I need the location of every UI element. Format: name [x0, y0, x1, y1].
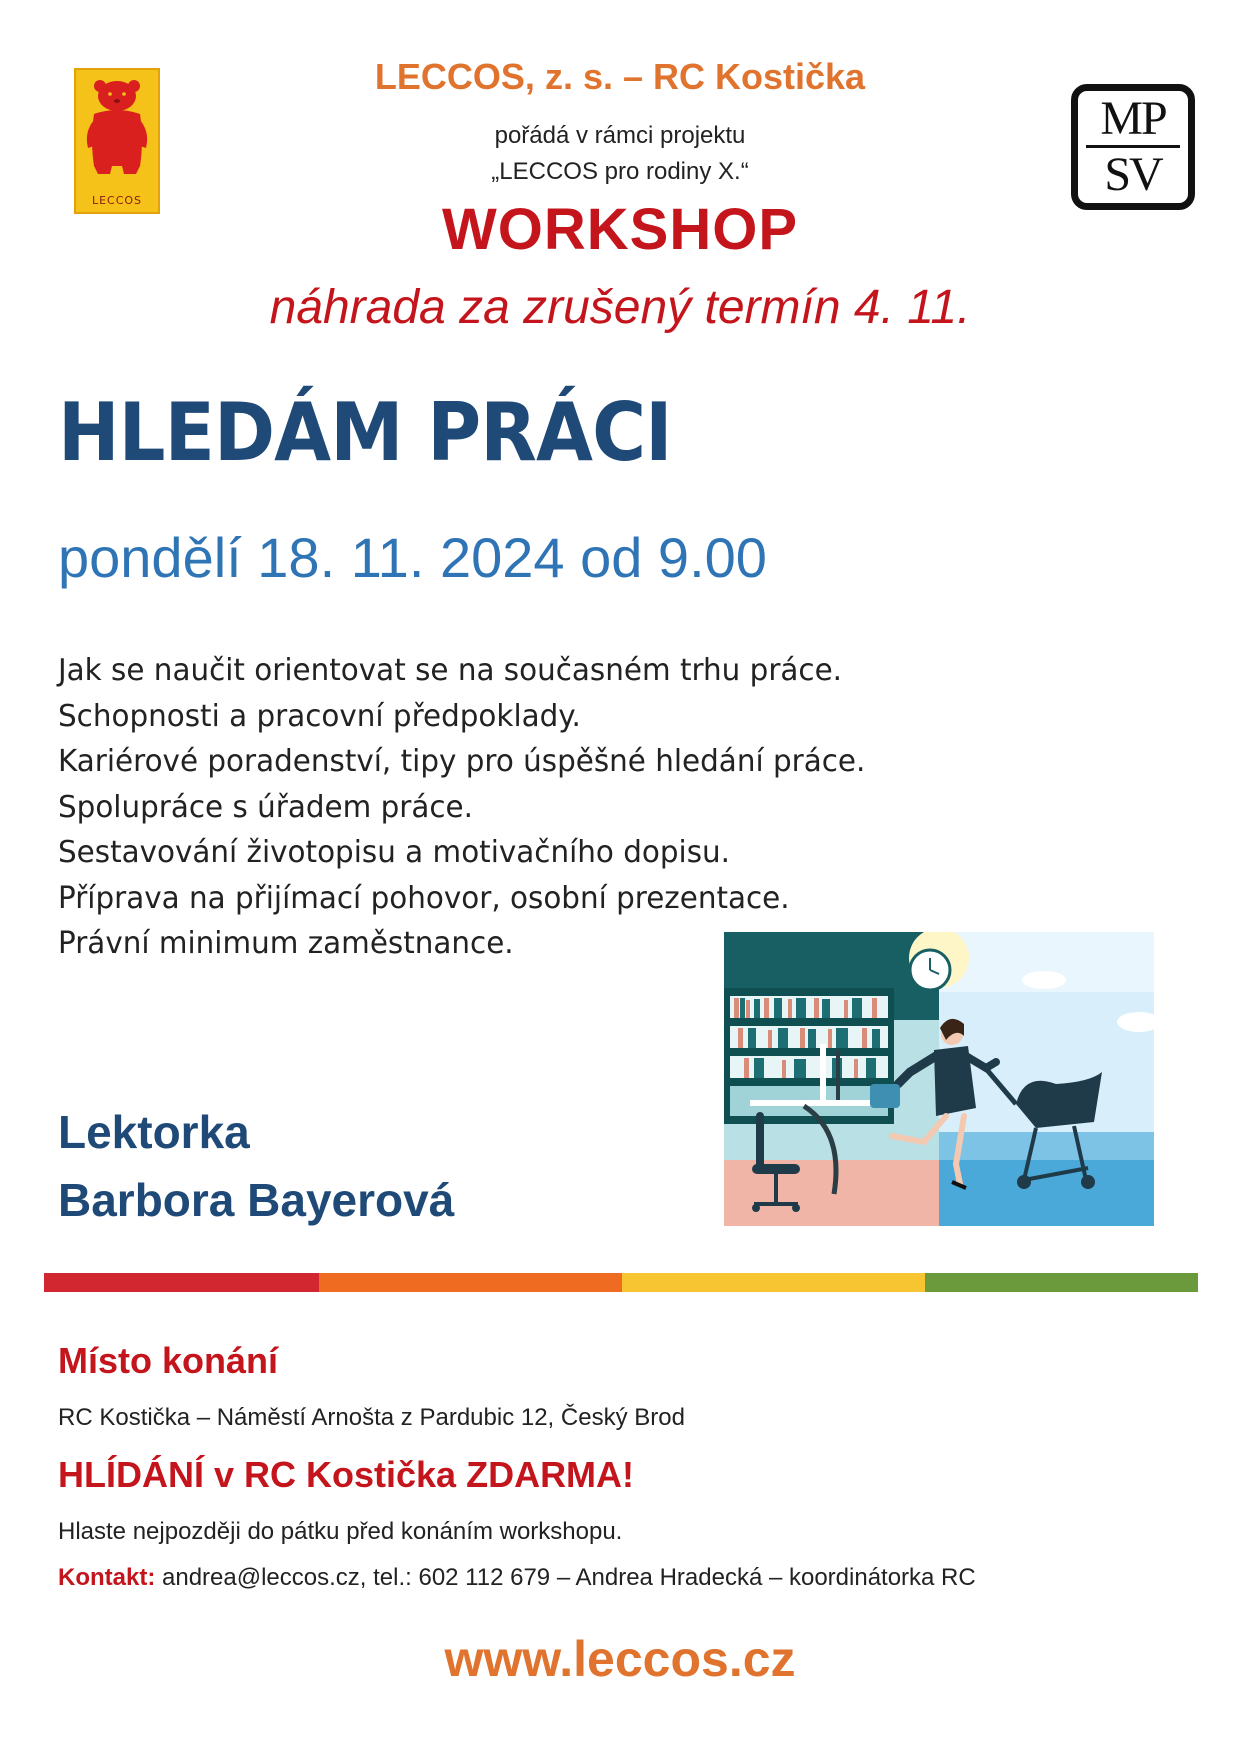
venue-heading: Místo konání — [58, 1340, 279, 1381]
topics-list — [58, 648, 882, 967]
color-stripe-yellow — [622, 1273, 926, 1292]
childcare-heading: HLÍDÁNÍ v RC Kostička ZDARMA! — [58, 1454, 635, 1495]
topic-item: Kariérové poradenství, tipy pro úspěšné hledání práce. — [58, 744, 866, 779]
contact-label: Kontakt: — [58, 1564, 156, 1591]
contact-details: andrea@leccos.cz, tel.: 602 112 679 – Andrea Hradecká – koordinátorka RC — [155, 1564, 976, 1591]
color-stripe-red — [44, 1273, 319, 1292]
registration-note: Hlaste nejpozději do pátku před konáním workshopu. — [58, 1518, 623, 1545]
topic-item: Právní minimum zaměstnance. — [58, 926, 514, 961]
venue-address: RC Kostička – Náměstí Arnošta z Pardubic 12, Český Brod — [58, 1404, 685, 1431]
lecturer-name: Barbora Bayerová — [58, 1174, 455, 1226]
color-stripe-orange — [319, 1273, 622, 1292]
topic-item: Spolupráce s úřadem práce. — [58, 789, 473, 825]
event-title: HLEDÁM PRÁCI — [58, 386, 672, 479]
organizes-text: pořádá v rámci projektu — [494, 122, 746, 149]
organizer-title: LECCOS, z. s. – RC Kostička — [374, 56, 866, 97]
mpsv-logo-bottom: SV — [1104, 148, 1162, 201]
topic-item: Schopnosti a pracovní předpoklady. — [58, 698, 581, 734]
leccos-logo-text: LECCOS — [91, 194, 143, 207]
contact-line — [58, 1564, 976, 1592]
office-to-stroller-illustration — [724, 932, 1154, 1226]
website-link[interactable]: www.leccos.cz — [444, 1631, 796, 1687]
event-type-heading: WORKSHOP — [442, 197, 798, 262]
lecturer-label: Lektorka — [58, 1106, 250, 1158]
topic-item: Jak se naučit orientovat se na současném trhu práce. — [58, 653, 843, 688]
color-stripe-green — [925, 1273, 1198, 1292]
topic-item: Příprava na přijímací pohovor, osobní prezentace. — [58, 880, 790, 916]
event-datetime: pondělí 18. 11. 2024 od 9.00 — [58, 526, 767, 589]
replacement-note: náhrada za zrušený termín 4. 11. — [269, 281, 971, 334]
color-stripe-divider — [44, 1273, 1198, 1292]
topic-item: Sestavování životopisu a motivačního dopisu. — [58, 835, 731, 870]
project-name: „LECCOS pro rodiny X.“ — [491, 158, 749, 185]
mpsv-logo-top: MP — [1100, 92, 1166, 145]
